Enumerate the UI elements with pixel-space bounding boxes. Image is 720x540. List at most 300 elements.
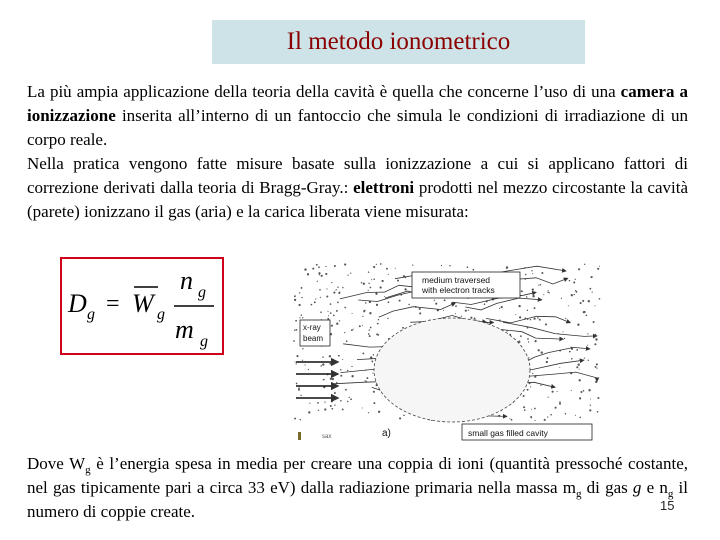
medium-dot <box>337 286 338 287</box>
paragraph-2-text-a: Nella pratica vengono fatte misure basate sulla ionizzazione a cui si applicano fattori di correzione derivati dalla teoria di Bragg-Gray.: <box>27 154 688 197</box>
medium-dot <box>527 338 529 340</box>
medium-dot <box>372 361 373 362</box>
medium-dot <box>331 408 333 410</box>
medium-dot <box>532 295 534 297</box>
medium-dot <box>559 403 561 405</box>
medium-dot <box>376 333 378 335</box>
medium-dot <box>591 276 593 278</box>
medium-dot <box>544 419 546 421</box>
medium-dot <box>363 311 365 313</box>
medium-dot <box>541 272 543 274</box>
medium-dot <box>580 391 582 393</box>
medium-dot <box>352 313 353 314</box>
medium-dot <box>474 318 476 320</box>
medium-dot <box>596 367 597 368</box>
medium-dot <box>369 312 371 314</box>
medium-dot <box>576 349 578 351</box>
medium-dot <box>299 304 301 306</box>
medium-dot <box>550 414 552 416</box>
medium-dot <box>336 310 338 312</box>
medium-dot <box>461 316 462 317</box>
medium-dot <box>568 305 569 306</box>
medium-dot <box>329 363 331 365</box>
formula-equals: = <box>106 291 120 317</box>
paragraph-2 <box>27 152 688 224</box>
medium-dot <box>378 411 380 413</box>
medium-dot <box>579 417 581 419</box>
formula-m: m <box>175 315 194 344</box>
medium-dot <box>320 311 322 313</box>
label-small: sax <box>322 434 332 440</box>
paragraph-2-bold: elettroni <box>353 178 415 197</box>
bottom-text-5: il numero di coppie create. <box>27 478 688 521</box>
medium-dot <box>370 287 372 289</box>
medium-dot <box>578 268 580 270</box>
label-xray-line1: x-ray <box>303 323 321 332</box>
medium-dot <box>296 329 298 331</box>
medium-dot <box>597 411 599 413</box>
medium-dot <box>530 319 532 321</box>
medium-dot <box>346 340 348 342</box>
medium-dot <box>302 348 303 349</box>
medium-dot <box>347 401 349 403</box>
medium-dot <box>349 397 350 398</box>
medium-dot <box>372 373 373 374</box>
medium-dot <box>546 361 548 363</box>
paragraph-1-bold: camera a ionizzazione <box>27 82 688 125</box>
label-medium-line2: with electron tracks <box>422 285 495 295</box>
medium-dot <box>331 400 333 402</box>
medium-dot <box>527 389 529 391</box>
medium-dot <box>399 300 401 302</box>
medium-dot <box>369 329 370 330</box>
medium-dot <box>362 325 363 326</box>
medium-dot <box>575 291 577 293</box>
medium-dot <box>375 293 377 295</box>
medium-dot <box>299 317 300 318</box>
medium-dot <box>334 404 335 405</box>
medium-dot <box>435 303 437 305</box>
medium-dot <box>368 290 369 291</box>
medium-dot <box>595 366 597 368</box>
medium-dot <box>347 370 348 371</box>
medium-dot <box>342 359 343 360</box>
medium-dot <box>571 390 572 391</box>
medium-dot <box>506 267 508 269</box>
medium-dot <box>472 269 474 271</box>
medium-dot <box>523 406 525 408</box>
label-xray-line2: beam <box>303 334 324 343</box>
medium-dot <box>327 311 328 312</box>
medium-dot <box>509 418 510 419</box>
medium-dot <box>583 390 585 392</box>
medium-dot <box>589 409 591 411</box>
medium-dot <box>444 299 446 301</box>
medium-dot <box>322 356 323 357</box>
label-cavity: small gas filled cavity <box>468 428 548 438</box>
medium-dot <box>373 278 375 280</box>
medium-dot <box>455 305 457 307</box>
medium-dot <box>368 283 369 284</box>
label-a: a) <box>382 428 391 439</box>
medium-dot <box>368 271 370 273</box>
medium-dot <box>320 297 321 298</box>
medium-dot <box>342 408 344 410</box>
paragraph-1-text-a: La più ampia applicazione della teoria della cavità è quella che concerne l’uso di una <box>27 82 621 101</box>
medium-dot <box>588 389 590 391</box>
medium-dot <box>321 275 323 277</box>
medium-dot <box>467 266 469 268</box>
medium-dot <box>295 320 297 322</box>
slide-title: Il metodo ionometrico <box>286 28 511 55</box>
medium-dot <box>325 273 327 275</box>
medium-dot <box>565 318 566 319</box>
medium-dot <box>587 345 588 346</box>
medium-dot <box>569 351 571 353</box>
medium-dot <box>571 294 573 296</box>
medium-dot <box>323 379 324 380</box>
medium-dot <box>547 416 548 417</box>
medium-dot <box>441 265 442 266</box>
medium-dot <box>531 417 532 418</box>
medium-dot <box>523 395 525 397</box>
medium-dot <box>318 272 320 274</box>
medium-dot <box>526 296 527 297</box>
medium-dot <box>588 360 589 361</box>
medium-dot <box>595 334 596 335</box>
medium-dot <box>339 320 340 321</box>
bottom-sub-3: g <box>667 488 674 500</box>
medium-dot <box>575 279 576 280</box>
medium-dot <box>577 324 579 326</box>
medium-dot <box>547 357 549 359</box>
medium-dot <box>543 294 544 295</box>
medium-dot <box>590 405 591 406</box>
medium-dot <box>564 338 565 339</box>
medium-dot <box>301 314 303 316</box>
formula-m-sub: g <box>200 333 208 350</box>
small-marker-icon <box>298 432 301 440</box>
medium-dot <box>399 417 401 419</box>
paragraph-1 <box>27 80 688 152</box>
medium-dot <box>545 323 547 325</box>
medium-dot <box>379 286 381 288</box>
medium-dot <box>585 314 587 316</box>
medium-dot <box>376 264 377 265</box>
medium-dot <box>325 266 326 267</box>
medium-dot <box>302 360 303 361</box>
medium-dot <box>319 289 321 291</box>
medium-dot <box>326 288 327 289</box>
medium-dot <box>557 391 558 392</box>
cavity-figure <box>292 262 602 444</box>
medium-dot <box>412 264 413 265</box>
medium-dot <box>597 397 599 399</box>
medium-dot <box>538 349 540 351</box>
medium-dot <box>304 268 306 270</box>
medium-dot <box>559 401 561 403</box>
medium-dot <box>528 341 529 342</box>
medium-dot <box>579 369 580 370</box>
medium-dot <box>294 418 296 420</box>
medium-dot <box>301 297 302 298</box>
medium-dot <box>534 420 535 421</box>
medium-dot <box>520 335 522 337</box>
medium-dot <box>561 298 562 299</box>
medium-dot <box>397 280 399 282</box>
medium-dot <box>328 315 329 316</box>
medium-dot <box>342 287 343 288</box>
medium-dot <box>308 369 309 370</box>
medium-dot <box>364 380 365 381</box>
medium-dot <box>296 363 297 364</box>
medium-dot <box>599 266 600 267</box>
medium-dot <box>330 378 332 380</box>
medium-dot <box>590 288 592 290</box>
medium-dot <box>338 355 340 357</box>
medium-dot <box>541 351 543 353</box>
medium-dot <box>373 402 375 404</box>
medium-dot <box>318 410 319 411</box>
medium-dot <box>317 402 319 404</box>
medium-dot <box>363 283 365 285</box>
medium-dot <box>449 265 450 266</box>
medium-dot <box>373 266 375 268</box>
medium-dot <box>351 366 352 367</box>
medium-dot <box>592 292 593 293</box>
medium-dot <box>515 314 516 315</box>
medium-dot <box>295 361 296 362</box>
medium-dot <box>527 310 528 311</box>
medium-dot <box>532 273 533 274</box>
medium-dot <box>365 302 367 304</box>
medium-dot <box>524 409 526 411</box>
medium-dot <box>565 413 567 415</box>
medium-dot <box>595 338 597 340</box>
medium-dot <box>344 332 345 333</box>
medium-dot <box>318 266 320 268</box>
formula-D: D <box>68 289 87 318</box>
medium-dot <box>443 310 444 311</box>
formula-W-sub: g <box>157 306 165 323</box>
medium-dot <box>538 285 539 286</box>
medium-dot <box>336 323 338 325</box>
medium-dot <box>350 398 352 400</box>
bottom-text-2: è l’energia spesa in media per creare una coppia di ioni (quantità pressoché costante, nel gas tipicamente pari a circa 33 eV) dalla radiazione primaria nella massa m <box>27 454 688 497</box>
medium-dot <box>534 340 536 342</box>
medium-dot <box>373 354 374 355</box>
medium-dot <box>311 304 313 306</box>
medium-dot <box>315 298 316 299</box>
medium-dot <box>302 317 303 318</box>
medium-dot <box>519 316 521 318</box>
medium-dot <box>330 303 332 305</box>
medium-dot <box>579 397 581 399</box>
medium-dot <box>531 270 532 271</box>
medium-dot <box>597 268 599 270</box>
medium-dot <box>571 358 573 360</box>
medium-dot <box>340 400 342 402</box>
medium-dot <box>380 263 382 265</box>
medium-dot <box>540 284 542 286</box>
medium-dot <box>314 301 316 303</box>
medium-dot <box>344 307 346 309</box>
medium-dot <box>368 412 369 413</box>
formula-D-sub: g <box>87 306 95 323</box>
paragraph-1-text-b: inserita all’interno di un fantoccio che simula le condizioni di irradiazione di un corpo reale. <box>27 106 688 149</box>
medium-dot <box>377 323 379 325</box>
formula-box <box>60 257 224 355</box>
medium-dot <box>484 303 486 305</box>
medium-dot <box>403 415 405 417</box>
medium-dot <box>345 389 347 391</box>
medium-dot <box>532 373 533 374</box>
medium-dot <box>299 292 300 293</box>
medium-dot <box>330 405 332 407</box>
medium-dot <box>366 377 368 379</box>
medium-dot <box>378 319 379 320</box>
medium-dot <box>562 331 563 332</box>
medium-dot <box>368 333 370 335</box>
medium-dot <box>548 290 549 291</box>
medium-dot <box>296 355 298 357</box>
medium-dot <box>593 321 595 323</box>
medium-dot <box>308 411 310 413</box>
medium-dot <box>388 274 389 275</box>
medium-dot <box>395 268 396 269</box>
medium-dot <box>549 292 550 293</box>
medium-dot <box>583 311 585 313</box>
medium-dot <box>574 294 575 295</box>
medium-dot <box>324 408 326 410</box>
medium-dot <box>293 340 295 342</box>
medium-dot <box>582 300 584 302</box>
medium-dot <box>353 329 354 330</box>
medium-dot <box>588 300 590 302</box>
medium-dot <box>307 273 309 275</box>
medium-dot <box>573 282 575 284</box>
medium-dot <box>455 313 456 314</box>
medium-dot <box>599 298 601 300</box>
medium-dot <box>402 327 404 329</box>
medium-dot <box>468 309 469 310</box>
medium-dot <box>559 367 560 368</box>
medium-dot <box>332 378 334 380</box>
medium-dot <box>575 415 576 416</box>
medium-dot <box>309 403 310 404</box>
medium-dot <box>324 401 325 402</box>
medium-dot <box>301 287 303 289</box>
medium-dot <box>569 280 571 282</box>
medium-dot <box>333 292 335 294</box>
medium-dot <box>362 408 363 409</box>
medium-dot <box>501 306 503 308</box>
medium-dot <box>338 292 340 294</box>
medium-dot <box>584 358 585 359</box>
medium-dot <box>326 295 328 297</box>
medium-dot <box>386 268 388 270</box>
medium-dot <box>576 366 578 368</box>
medium-dot <box>322 363 324 365</box>
medium-dot <box>584 264 585 265</box>
medium-dot <box>552 391 554 393</box>
medium-dot <box>340 375 342 377</box>
medium-dot <box>590 399 591 400</box>
medium-dot <box>548 397 549 398</box>
medium-dot <box>534 307 536 309</box>
bottom-italic-g: g <box>632 478 642 497</box>
medium-dot <box>533 317 535 319</box>
medium-dot <box>594 305 595 306</box>
medium-dot <box>294 299 296 301</box>
medium-dot <box>580 302 582 304</box>
medium-dot <box>408 304 409 305</box>
medium-dot <box>381 280 383 282</box>
formula-W: W <box>132 289 154 318</box>
medium-dot <box>388 301 390 303</box>
medium-dot <box>376 304 378 306</box>
paragraph-2-text-b: prodotti nel mezzo circostante la cavità (parete) ionizzano il gas (aria) e la carica liberata viene misurata: <box>27 178 689 221</box>
medium-dot <box>434 300 435 301</box>
medium-dot <box>594 336 595 337</box>
medium-dot <box>587 333 588 334</box>
formula-n: n <box>180 266 193 295</box>
medium-dot <box>331 282 332 283</box>
medium-dot <box>361 282 362 283</box>
formula-n-sub: g <box>198 284 206 301</box>
medium-dot <box>419 308 421 310</box>
bottom-sub-2: g <box>575 488 582 500</box>
medium-dot <box>334 265 336 267</box>
medium-dot <box>579 379 581 381</box>
gas-cavity <box>374 318 530 422</box>
medium-dot <box>534 408 536 410</box>
medium-dot <box>470 317 472 319</box>
bottom-text-3: di gas <box>581 478 633 497</box>
medium-dot <box>347 274 348 275</box>
medium-dot <box>350 272 351 273</box>
medium-dot <box>320 365 321 366</box>
medium-dot <box>300 419 301 420</box>
medium-dot <box>465 310 467 312</box>
medium-dot <box>384 296 385 297</box>
medium-dot <box>331 325 333 327</box>
medium-dot <box>362 316 363 317</box>
medium-dot <box>528 357 529 358</box>
medium-dot <box>594 343 596 345</box>
medium-dot <box>317 281 318 282</box>
medium-dot <box>351 329 353 331</box>
cavity-figure-svg <box>292 262 602 444</box>
medium-dot <box>294 329 295 330</box>
medium-dot <box>334 392 336 394</box>
bottom-sub-1: g <box>85 464 91 476</box>
medium-dot <box>532 288 534 290</box>
medium-dot <box>555 407 557 409</box>
medium-dot <box>404 288 406 290</box>
medium-dot <box>531 409 532 410</box>
medium-dot <box>530 386 531 387</box>
medium-dot <box>329 355 331 357</box>
medium-dot <box>373 391 375 393</box>
label-medium-line1: medium traversed <box>422 275 491 285</box>
slide-title-box <box>212 20 585 64</box>
medium-dot <box>387 318 388 319</box>
medium-dot <box>344 263 346 265</box>
medium-dot <box>537 317 539 319</box>
medium-dot <box>294 295 296 297</box>
medium-dot <box>511 419 513 421</box>
